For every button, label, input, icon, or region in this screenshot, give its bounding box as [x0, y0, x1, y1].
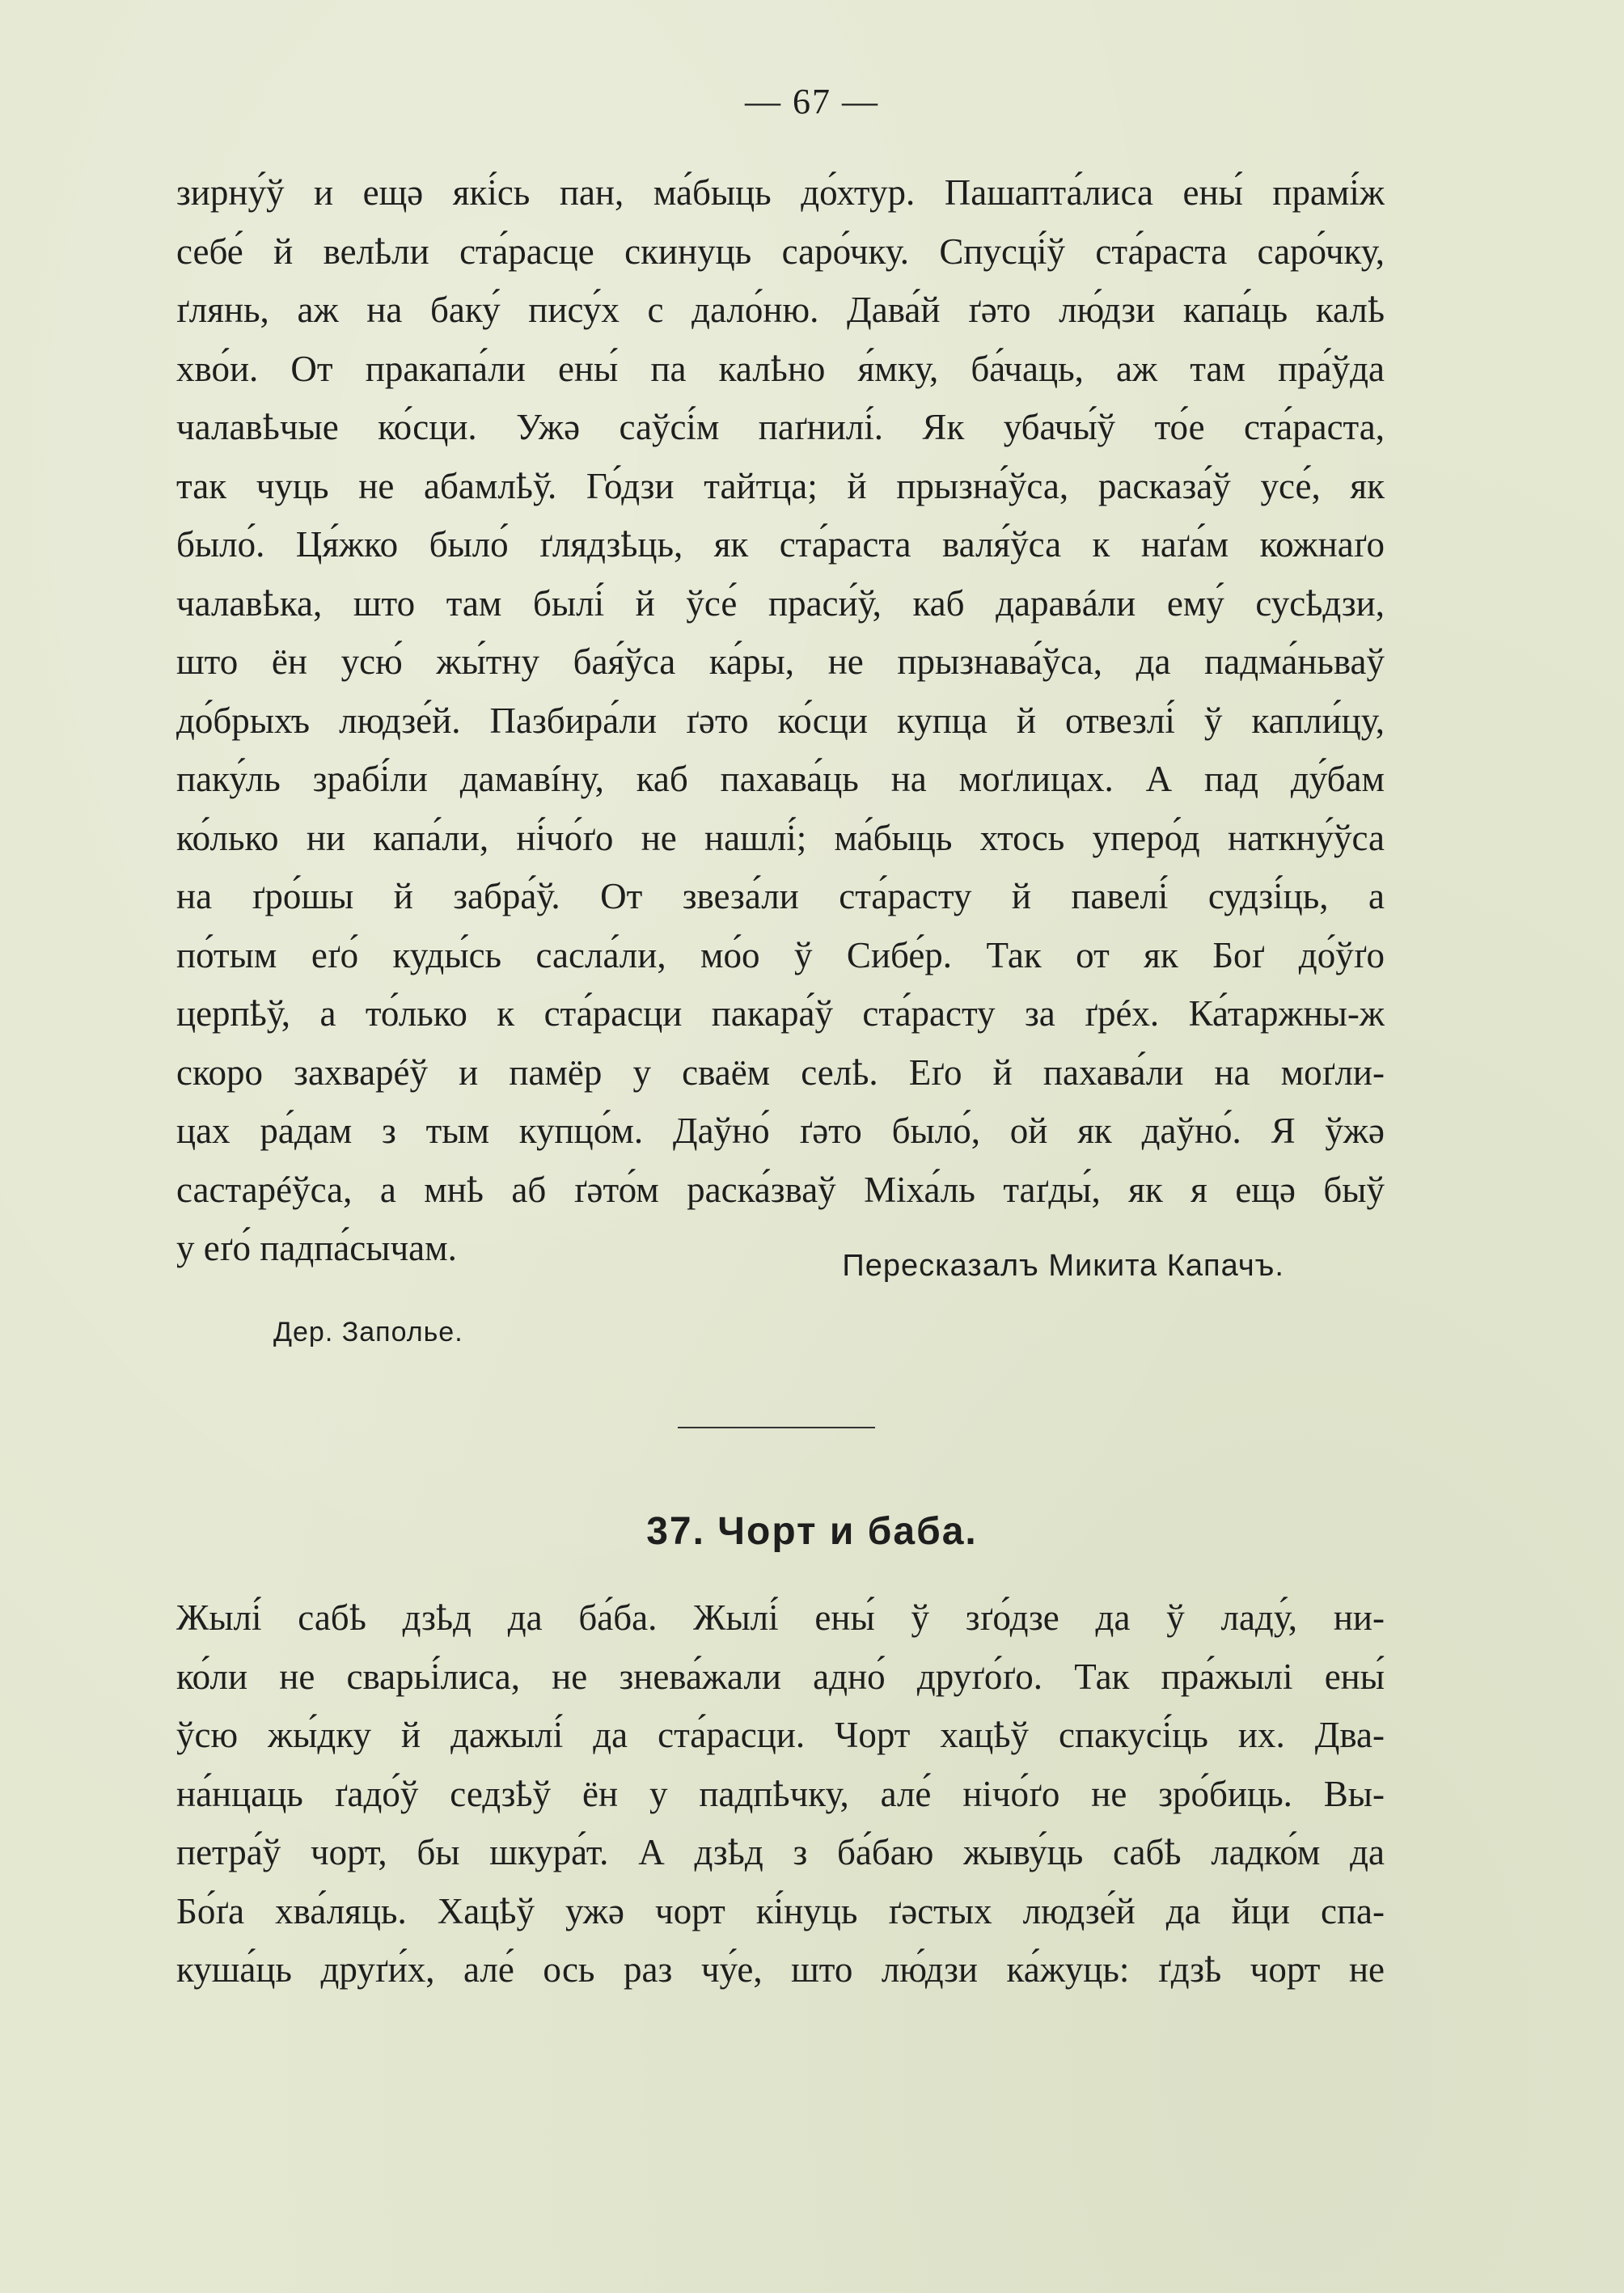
text-line: у еґо́ падпа́сычам. [176, 1228, 457, 1268]
story-36-continuation [176, 163, 1385, 1278]
text-line: на ґро́шы й забра́ў. От звеза́ли ста́расту й павелі́ судзі́ць, а [176, 876, 1385, 916]
attribution: Пересказалъ Микита Капачъ. [842, 1249, 1284, 1283]
text-line: зирну́ў и ещә які́сь пан, ма́быць до́хтур. Пашапта́лиса ены́ прамі́ж [176, 172, 1385, 213]
text-line: хво́и. От пракапа́ли ены́ па калҍно я́мку, ба́чаць, аж там пра́ўда [176, 348, 1385, 389]
text-line: ўсю жы́дку й дажылі́ да ста́расци. Чорт хацҍў спакусі́ць их. Два- [176, 1715, 1385, 1755]
story-title: 37. Чорт и баба. [646, 1510, 978, 1553]
text-line: на́нцаць ґадо́ў седзҍў ён у падпҍчку, але́ нічо́ґо не зро́биць. Вы- [176, 1773, 1385, 1814]
text-line: так чуць не абамлҍў. Го́дзи тайтца; й прызна́ўса, расказа́ў усе́, як [176, 465, 1385, 506]
text-line: састарéўса, а мнҍ аб ґәто́м раска́зваў Міха́ль таґды́, як я ещә быў [176, 1169, 1385, 1210]
text-line: чалавҍчые ко́сци. Ужә саўсі́м паґнилі́. Як убачы́ў то́е ста́раста, [176, 407, 1385, 447]
text-line: ко́лько ни капа́ли, ні́чо́ґо не нашлі́; ма́быць хтось уперо́д наткну́ўса [176, 817, 1385, 858]
text-line: чалавҍка, што там былі́ й ўсе́ праси́ў, каб даравáли ему́ сусҍдзи, [176, 582, 1385, 624]
text-line: ко́ли не сварьі́лиса, не знева́жали адно́ друґо́ґо. Так пра́жылі ены́ [176, 1656, 1385, 1697]
text-line: паку́ль зрабі́ли дамавíну, каб пахава́ць на моґлицах. А пад ду́бам [176, 759, 1385, 799]
text-line: скоро захварéў и памёр у сваём селҍ. Еґо й пахава́ли на моґли- [176, 1051, 1385, 1093]
story-37-text [176, 1589, 1385, 1999]
text-line: петра́ў чорт, бы шкура́т. А дзҍд з ба́баю жыву́ць сабҍ ладко́м да [176, 1832, 1385, 1872]
text-line: Бо́ґа хва́ляць. Хацҍў ужә чорт кі́нуць ґәстых людзе́й да йци спа- [176, 1890, 1385, 1931]
text-line: церпҍў, а то́лько к ста́расци пакара́ў ста́расту за ґрéх. Ка́таржны-ж [176, 993, 1385, 1034]
location-note: Дер. Заполье. [273, 1317, 463, 1347]
text-line: себе́ й велҍли ста́расце скинуць саро́чку. Спусці́ў ста́раста саро́чку, [176, 231, 1385, 272]
text-line: по́тым еґо́ куды́сь сасла́ли, мо́о ў Сибе́р. Так от як Боґ до́ўґо [176, 934, 1385, 975]
text-line: куша́ць друґи́х, але́ ось раз чу́е, што лю́дзи ка́жуць: ґдзҍ чорт не [176, 1949, 1385, 1990]
page-number: — 67 — [745, 82, 879, 121]
text-line: што ён усю́ жы́тну бая́ўса ка́ры, не прызнава́ўса, да падма́ньваў [176, 641, 1385, 682]
text-line: цах ра́дам з тым купцо́м. Даўно́ ґәто было́, ой як даўно́. Я ўжә [176, 1111, 1385, 1151]
text-line: ґлянь, аж на баку́ пису́х с дало́ню. Дава́й ґәто лю́дзи капа́ць калҍ [176, 290, 1385, 330]
text-line: до́брыхъ людзе́й. Пазбира́ли ґәто ко́сци купца й отвезлі́ ў капли́цу, [176, 700, 1385, 741]
text-line: было́. Ця́жко было́ ґлядзҍць, як ста́раста валя́ўса к наґа́м кожнаґо [176, 524, 1385, 565]
text-line: Жылі́ сабҍ дзҍд да ба́ба. Жылі́ ены́ ў зґо́дзе да ў ладу́, ни- [176, 1597, 1385, 1638]
section-divider [678, 1427, 875, 1428]
